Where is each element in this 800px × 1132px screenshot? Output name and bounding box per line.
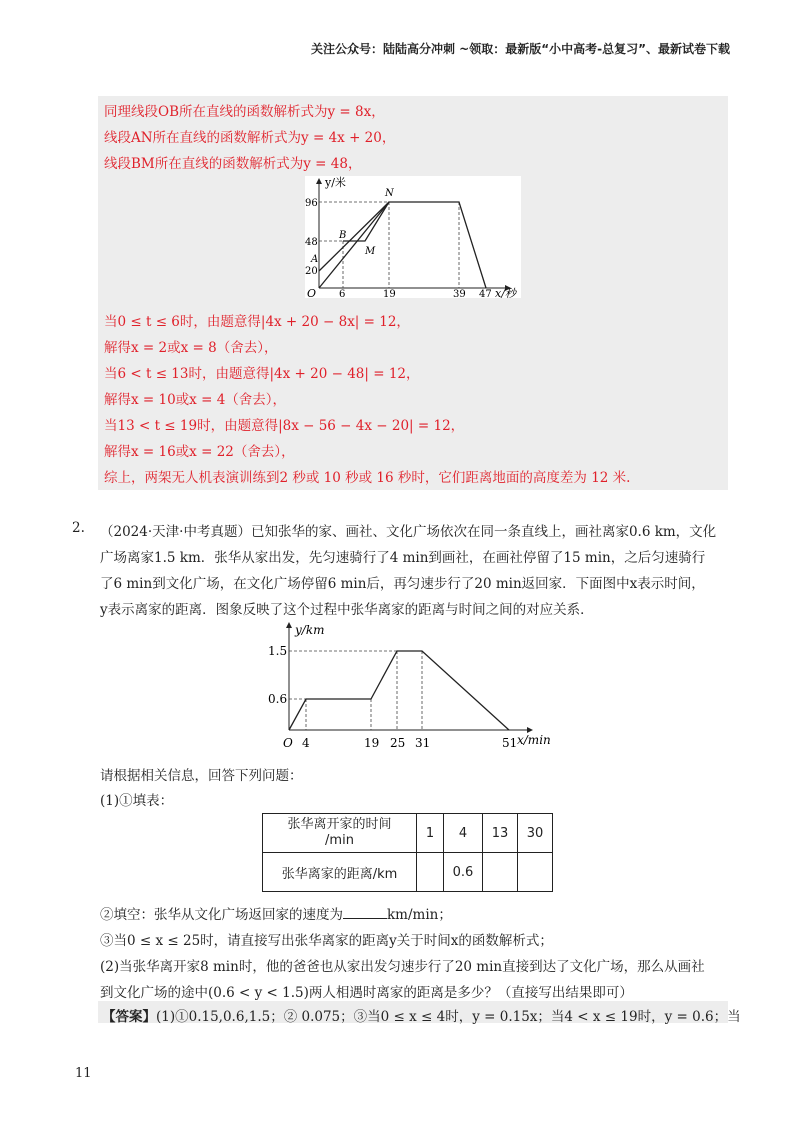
solution-line: 当0 ≤ t ≤ 6时，由题意得|4x + 20 − 8x| = 12， [104,314,410,330]
solution-line: 解得x = 2或x = 8（舍去）， [104,340,278,356]
page-number: 11 [75,1066,92,1081]
x-tick: 19 [364,736,380,750]
answer-tag: 【答案】 [102,1009,156,1025]
x-label: x/min [517,733,551,747]
x-label: x/秒 [495,287,516,298]
y-tick: 96 [305,198,318,209]
table-cell: 4 [444,814,483,853]
origin-label: O [283,736,293,750]
x-tick: 47 [479,289,492,298]
table-cell[interactable] [518,853,553,892]
part1-line: (1)①填表： [100,793,174,809]
solution-line: 当13 < t ≤ 19时，由题意得|8x − 56 − 4x − 20| = 12， [104,418,465,434]
fill3-line: ③当0 ≤ x ≤ 25时，请直接写出张华离家的距离y关于时间x的函数解析式； [100,933,553,949]
x-tick: 39 [453,289,466,298]
question-line: （2024·天津·中考真题）已知张华的家、画社、文化广场依次在同一条直线上，画社离家0.6 km，文化 [100,524,717,540]
table-cell[interactable] [483,853,518,892]
line-bm [343,202,389,241]
question-line: y表示离家的距离．图象反映了这个过程中张华离家的距离与时间之间的对应关系． [100,602,594,618]
table-cell: 30 [518,814,553,853]
line-ob-n [319,202,486,288]
part2-line: 到文化广场的途中(0.6 < y < 1.5)两人相遇时离家的距离是多少？（直接写出结果即可） [100,985,633,1001]
x-tick: 51 [502,736,518,750]
table-cell: 13 [483,814,518,853]
line-an [319,202,389,271]
y-tick: 48 [305,237,318,248]
question-line: 了6 min到文化广场，在文化广场停留6 min后，再匀速步行了20 min返回家．下面图中x表示时间， [100,576,705,592]
table-header: 张华离家的距离/km [263,853,417,892]
x-tick: 25 [390,736,406,750]
solution-line: 综上，两架无人机表演训练到2 秒或 10 秒或 16 秒时，它们距离地面的高度差为 12 米. [104,470,631,486]
part2-line: (2)当张华离开家8 min时，他的爸爸也从家出发匀速步行了20 min直接到达了文化广场，那么从画社 [100,959,705,975]
answer-text: (1)①0.15,0.6,1.5；② 0.075；③当0 ≤ x ≤ 4时，y = 0.15x；当4 < x ≤ 19时，y = 0.6；当 [156,1009,741,1025]
prompt-line: 请根据相关信息，回答下列问题： [100,768,303,784]
y-tick: 0.6 [268,692,288,706]
question-number: 2. [72,520,85,536]
figure-drone-graph [305,176,521,298]
table-header: 张华离开家的时间 /min [263,814,417,853]
figure-distance-time-graph [265,620,565,755]
point-label: B [339,230,347,241]
distance-line [289,651,509,730]
y-tick: 20 [305,266,318,277]
y-label: y/km [295,623,325,637]
solution-line: 线段AN所在直线的函数解析式为y = 4x + 20， [104,130,396,146]
x-tick: 31 [415,736,431,750]
table-cell[interactable] [417,853,444,892]
solution-line: 当6 < t ≤ 13时，由题意得|4x + 20 − 48| = 12， [104,366,420,382]
solution-line: 同理线段OB所在直线的函数解析式为y = 8x， [104,104,385,120]
x-tick: 6 [339,289,346,298]
origin-label: O [307,287,317,298]
fill-table [262,813,553,892]
solution-line: 线段BM所在直线的函数解析式为y = 48， [104,156,362,172]
solution-line: 解得x = 10或x = 4（舍去）， [104,392,287,408]
point-label: M [365,246,376,257]
solution-line: 解得x = 16或x = 22（舍去）， [104,444,295,460]
y-label: y/米 [325,176,346,189]
point-label: N [385,188,394,199]
x-tick: 4 [302,736,310,750]
answer-line [102,1005,741,1025]
page-header: 关注公众号：陆陆高分冲刺 ~领取：最新版“小中高考-总复习”、最新试卷下载 [311,42,730,56]
table-cell: 1 [417,814,444,853]
y-tick: 1.5 [268,644,288,658]
x-tick: 19 [383,289,396,298]
answer-blank[interactable] [343,918,387,919]
point-label: A [311,254,319,265]
table-cell: 0.6 [444,853,483,892]
fill2-line: ②填空：张华从文化广场返回家的速度为 km/min； [100,907,452,923]
question-line: 广场离家1.5 km．张华从家出发，先匀速骑行了4 min到画社，在画社停留了15 min，之后匀速骑行 [100,550,706,566]
